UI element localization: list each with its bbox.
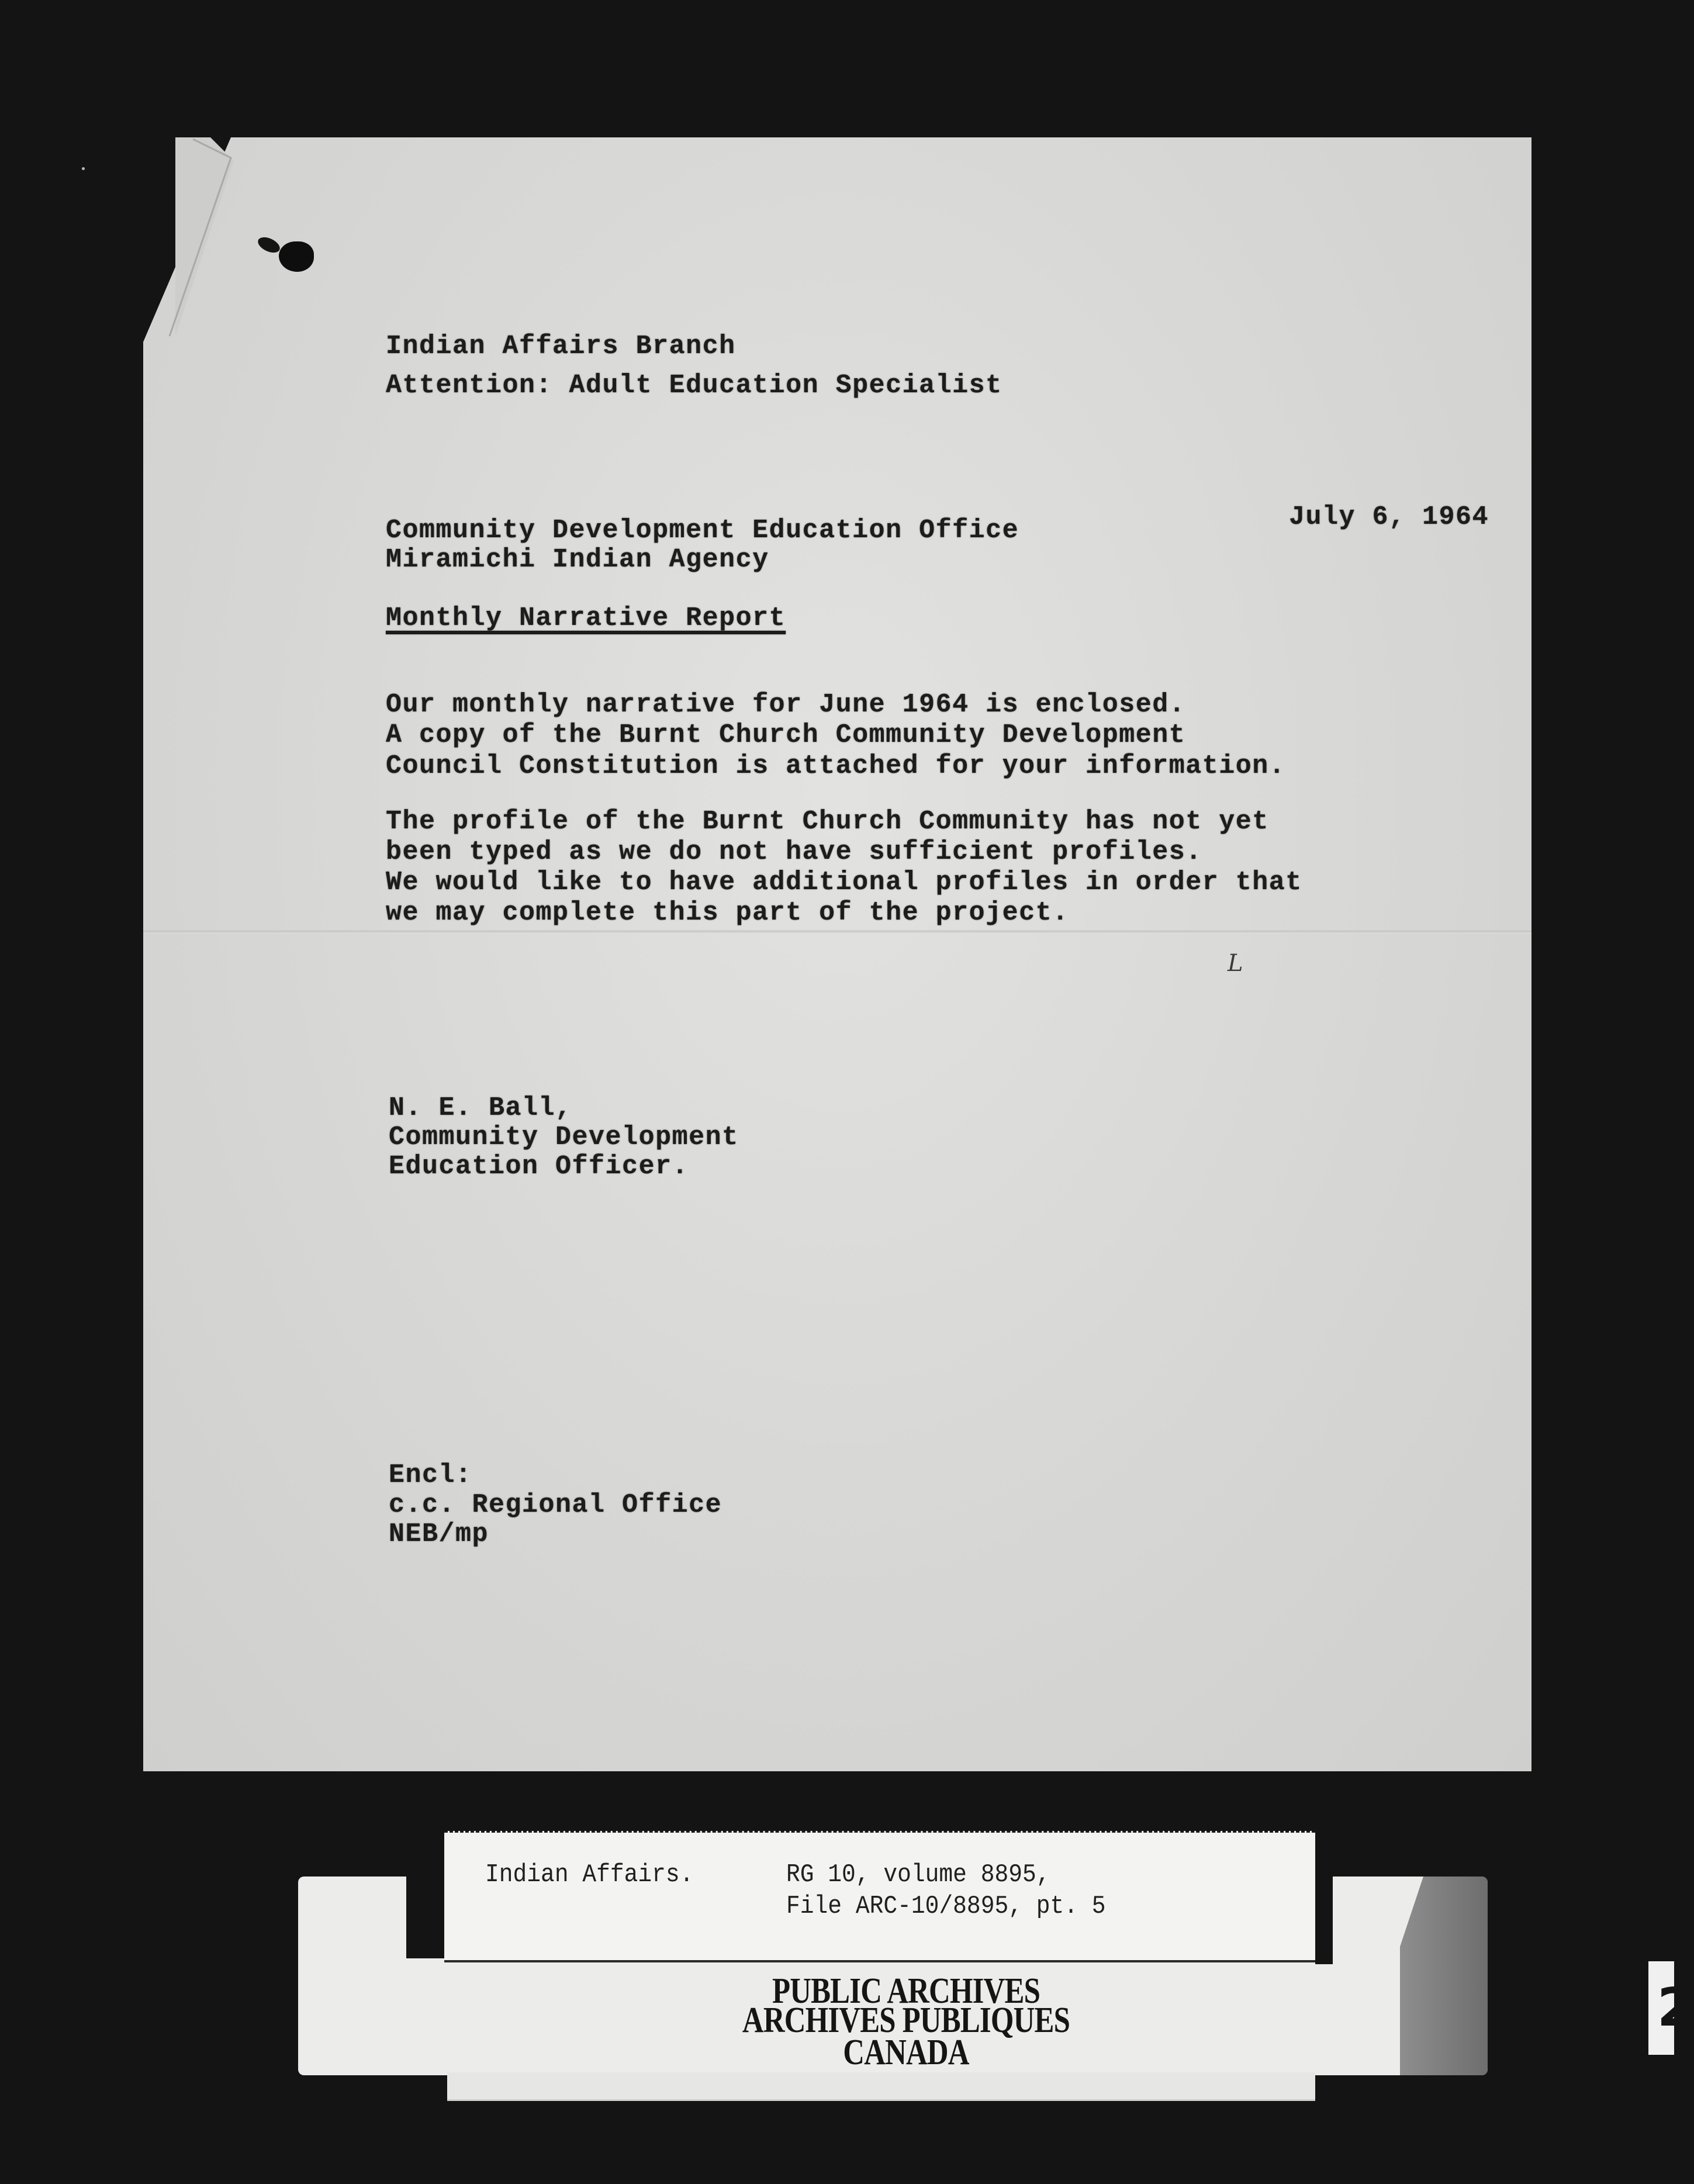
typist-initials: NEB/mp (389, 1519, 489, 1549)
ink-blot (279, 241, 314, 272)
carbon-copy-line: c.c. Regional Office (389, 1490, 722, 1520)
archive-stamp-line-1: PUBLIC ARCHIVES (772, 1971, 1040, 2011)
paper-fold-line (143, 930, 1531, 934)
archive-stamp-line-3: CANADA (843, 2033, 969, 2072)
signature-title-2: Education Officer. (389, 1152, 689, 1181)
paragraph-line: A copy of the Burnt Church Community Development (386, 720, 1186, 750)
sender-line-2: Miramichi Indian Agency (386, 545, 769, 575)
archive-reference-line-1: RG 10, volume 8895, (786, 1860, 1050, 1889)
film-frame-number: 2 (1657, 1977, 1694, 2038)
paragraph-line: Council Constitution is attached for your information. (386, 751, 1286, 781)
recipient-line-2: Attention: Adult Education Specialist (386, 371, 1002, 400)
recipient-line-1: Indian Affairs Branch (386, 331, 736, 361)
archive-card-notch (406, 1877, 444, 1958)
sender-line-1: Community Development Education Office (386, 516, 1019, 545)
letter-date: July 6, 1964 (1289, 502, 1489, 532)
paragraph-line: We would like to have additional profiles in order that (386, 868, 1302, 897)
signature-title-1: Community Development (389, 1122, 739, 1152)
paragraph-line: been typed as we do not have sufficient profiles. (386, 837, 1202, 867)
paragraph-line: The profile of the Burnt Church Community has not yet (386, 807, 1269, 837)
archive-stamp-line-2: ARCHIVES PUBLIQUES (742, 2000, 1070, 2040)
film-speck (82, 167, 85, 170)
paragraph-line: Our monthly narrative for June 1964 is enclosed. (386, 690, 1186, 720)
subject-heading: Monthly Narrative Report (386, 603, 786, 633)
signature-name: N. E. Ball, (389, 1093, 572, 1123)
archive-reference-line-2: File ARC-10/8895, pt. 5 (786, 1892, 1106, 1921)
archive-collection: Indian Affairs. (485, 1860, 694, 1889)
handwritten-mark: L (1228, 950, 1243, 977)
enclosure-label: Encl: (389, 1460, 472, 1490)
archive-card-notch (1315, 1877, 1333, 1964)
paragraph-line: we may complete this part of the project. (386, 898, 1069, 928)
archive-card-bottom-edge (447, 2072, 1315, 2101)
